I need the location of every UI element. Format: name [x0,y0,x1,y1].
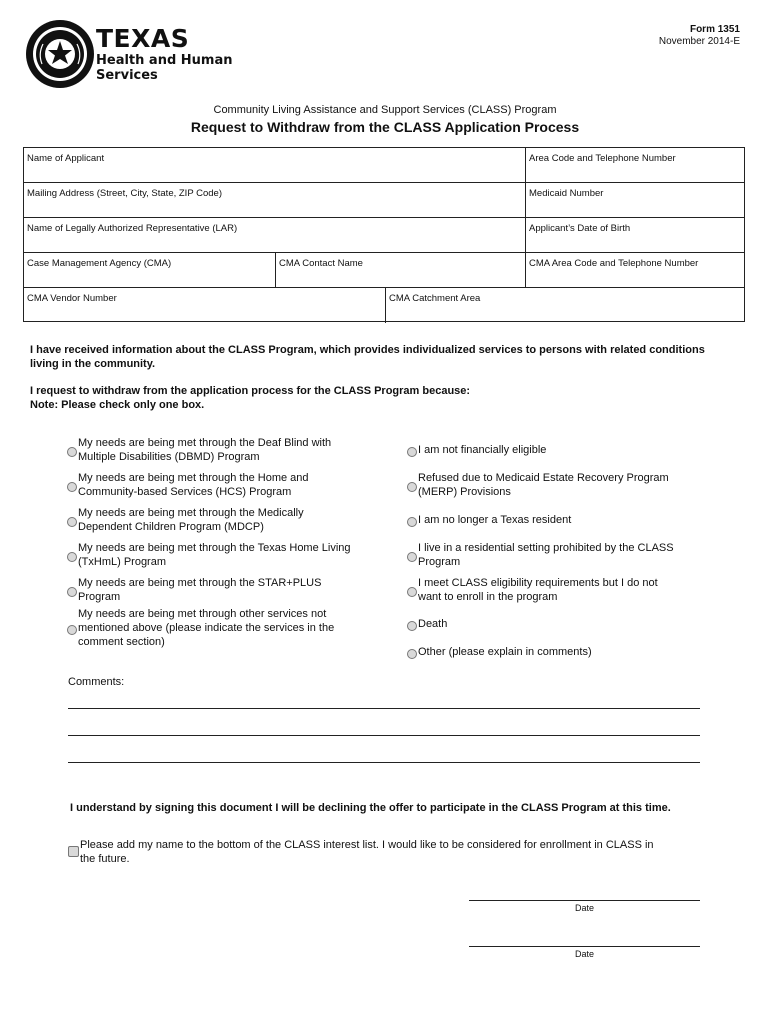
declining-statement: I understand by signing this document I will be declining the offer to participate in the CLASS Program at this time. [70,802,671,814]
interest-list-line: the future. [80,853,130,865]
cma-catchment-field[interactable]: CMA Catchment Area [385,288,746,323]
option-text: Multiple Disabilities (DBMD) Program [78,451,260,463]
option-text: My needs are being met through the Texas Home Living [78,542,351,554]
option-text: (MERP) Provisions [418,486,511,498]
radio-button[interactable] [407,587,417,597]
option-text: Dependent Children Program (MDCP) [78,521,264,533]
logo-texas: TEXAS [96,24,190,53]
option-not-texas-resident[interactable] [407,513,571,527]
page-title: Request to Withdraw from the CLASS Application Process [190,119,580,135]
radio-button[interactable] [67,447,77,457]
table-row [24,148,744,183]
option-merp[interactable] [407,471,669,499]
comments-label: Comments: [68,676,125,688]
option-dbmd[interactable] [67,436,331,464]
cma-contact-field[interactable]: CMA Contact Name [275,253,525,287]
form-number: Form 1351 [689,24,740,35]
option-death[interactable] [407,617,447,631]
option-mdcp[interactable] [67,506,304,534]
option-other[interactable] [407,645,592,659]
comment-line[interactable] [68,762,700,763]
table-row [24,253,744,288]
comment-line[interactable] [68,735,700,736]
radio-button[interactable] [407,552,417,562]
applicant-info-table [23,147,745,322]
comment-line[interactable] [68,708,700,709]
radio-button[interactable] [407,649,417,659]
option-text: My needs are being met through the Home and [78,472,309,484]
date-label: Date [575,903,595,913]
withdraw-request-statement [30,384,730,412]
table-row [24,183,744,218]
table-row [24,218,744,253]
option-star-plus[interactable] [67,576,321,604]
option-text: Other (please explain in comments) [418,646,592,658]
option-residential-setting[interactable] [407,541,674,569]
applicant-name-field[interactable]: Name of Applicant [27,153,105,164]
option-not-financially-eligible[interactable] [407,443,546,457]
option-eligible-not-enroll[interactable] [407,576,658,604]
option-text: want to enroll in the program [418,591,558,603]
radio-button[interactable] [407,517,417,527]
option-text: My needs are being met through the STAR+PLUS [78,577,322,589]
option-txhml[interactable] [67,541,351,569]
withdraw-request-line: I request to withdraw from the application process for the CLASS Program because: [30,385,471,397]
table-row [24,288,744,323]
signature-line[interactable] [469,946,700,947]
cma-vendor-field[interactable]: CMA Vendor Number [27,293,117,304]
cma-phone-field[interactable]: CMA Area Code and Telephone Number [525,253,746,287]
form-identifier [659,24,740,48]
option-text: I am not financially eligible [418,444,547,456]
agency-name [96,26,233,82]
option-text: My needs are being met through the Deaf Blind with [78,437,332,449]
option-hcs[interactable] [67,471,309,499]
form-date: November 2014-E [658,36,740,47]
interest-list-checkbox[interactable] [68,846,79,857]
option-text: My needs are being met through other services not [78,608,327,620]
radio-button[interactable] [407,447,417,457]
dob-field[interactable]: Applicant’s Date of Birth [525,218,746,252]
option-text: I live in a residential setting prohibited by the CLASS [418,542,674,554]
lar-name-field[interactable]: Name of Legally Authorized Representative (LAR) [27,223,238,234]
option-text: I meet CLASS eligibility requirements but I do not [418,577,658,589]
radio-button[interactable] [67,482,77,492]
medicaid-number-field[interactable]: Medicaid Number [525,183,746,217]
radio-button[interactable] [67,552,77,562]
radio-button[interactable] [67,587,77,597]
radio-button[interactable] [407,621,417,631]
option-text: My needs are being met through the Medically [78,507,304,519]
option-text: I am no longer a Texas resident [418,514,572,526]
received-info-statement: I have received information about the CLASS Program, which provides individualized services to persons with related conditions living in the community. [30,344,705,370]
option-text: mentioned above (please indicate the services in the [78,622,335,634]
program-subtitle: Community Living Assistance and Support Services (CLASS) Program [213,104,557,116]
logo-services: Services [96,68,158,83]
radio-button[interactable] [67,517,77,527]
check-one-note: Note: Please check only one box. [30,399,205,411]
mailing-address-field[interactable]: Mailing Address (Street, City, State, ZIP Code) [27,188,223,199]
option-text: Death [418,618,448,630]
radio-button[interactable] [67,625,77,635]
option-text: Community-based Services (HCS) Program [78,486,292,498]
logo-hhs: Health and Human [96,53,233,68]
option-text: Program [78,591,121,603]
option-text: Program [418,556,461,568]
option-other-services[interactable] [67,607,334,649]
option-text: (TxHmL) Program [78,556,167,568]
interest-list-text [80,838,680,866]
interest-list-line: Please add my name to the bottom of the CLASS interest list. I would like to be considered for enrollment in CLASS in [80,839,654,851]
signature-line[interactable] [469,900,700,901]
date-label: Date [575,949,595,959]
radio-button[interactable] [407,482,417,492]
option-text: comment section) [78,636,165,648]
cma-field[interactable]: Case Management Agency (CMA) [27,258,172,269]
texas-seal-icon [24,18,96,90]
option-text: Refused due to Medicaid Estate Recovery Program [418,472,669,484]
phone-field[interactable]: Area Code and Telephone Number [525,148,746,182]
